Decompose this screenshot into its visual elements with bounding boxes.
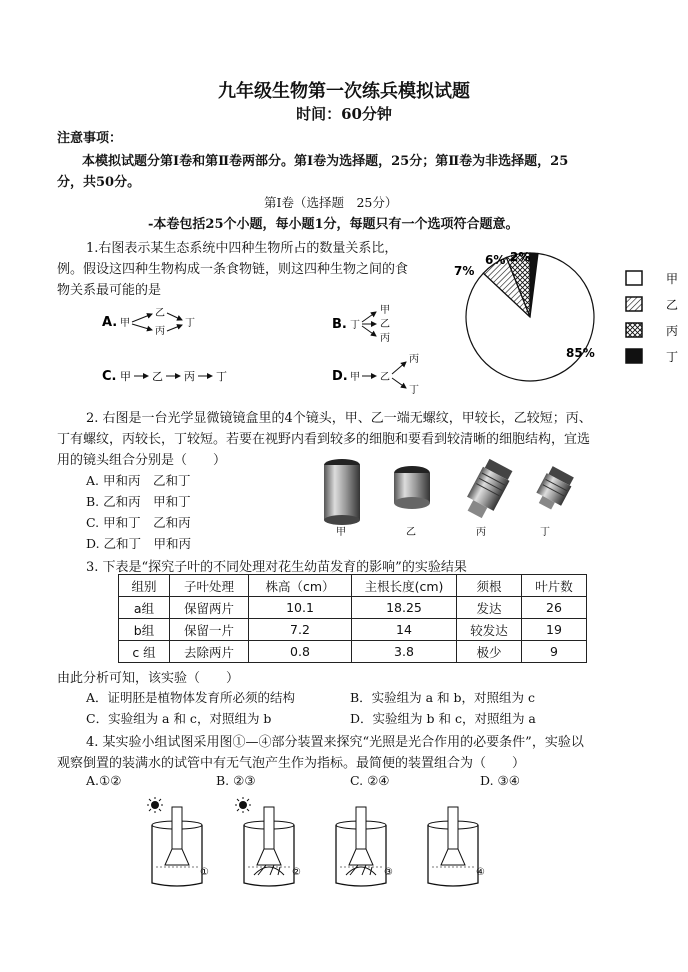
q4-line-2: 观察倒置的装满水的试管中有无气泡产生作为指标。最简便的装置组合为（ ） bbox=[57, 756, 526, 771]
q2-option-d: D. 乙和丁 甲和丙 bbox=[86, 536, 192, 551]
chain-a-bing: 丙 bbox=[155, 326, 165, 337]
q2-option-c: C. 甲和丁 乙和丙 bbox=[86, 515, 191, 530]
table-cell: 保留一片 bbox=[170, 619, 249, 641]
chain-b-yi: 乙 bbox=[380, 319, 390, 330]
apparatus-label-4: ④ bbox=[476, 867, 485, 878]
chain-a-yi: 乙 bbox=[155, 308, 165, 319]
table-cell: 极少 bbox=[457, 641, 522, 663]
q4-option-b: B. ②③ bbox=[216, 773, 256, 788]
apparatus-label-2: ② bbox=[292, 867, 301, 878]
q1-line-2: 例。假设这四种生物构成一条食物链，则这四种生物之间的食 bbox=[57, 262, 409, 277]
lens-label-bing: 丙 bbox=[476, 527, 486, 538]
table-header-cell: 主根长度(cm) bbox=[352, 575, 457, 597]
lens-bing-icon bbox=[461, 458, 514, 522]
beaker-apparatus-icon bbox=[428, 807, 478, 886]
page-title: 九年级生物第一次练兵模拟试题 bbox=[218, 81, 470, 102]
lens-jia-icon bbox=[324, 459, 360, 525]
table-header-cell: 子叶处理 bbox=[170, 575, 249, 597]
q1-line-1: 1.右图表示某生态系统中四种生物所占的数量关系比， bbox=[86, 241, 398, 256]
table-cell: 7.2 bbox=[249, 619, 352, 641]
chain-a-ding: 丁 bbox=[185, 318, 195, 329]
apparatus-label-3: ③ bbox=[384, 867, 393, 878]
table-cell: 19 bbox=[522, 619, 587, 641]
q4-apparatus-diagram bbox=[140, 795, 500, 895]
table-header-cell: 叶片数 bbox=[522, 575, 587, 597]
lens-yi-icon bbox=[394, 466, 430, 509]
beaker-apparatus-icon bbox=[336, 807, 386, 886]
table-cell: 0.8 bbox=[249, 641, 352, 663]
section-heading: 第Ⅰ卷（选择题 25分） bbox=[264, 195, 398, 210]
pie-label-yi: 7% bbox=[454, 264, 475, 278]
lens-label-yi: 乙 bbox=[406, 527, 416, 538]
chain-a-jia: 甲 bbox=[120, 318, 130, 329]
chain-d-ding: 丁 bbox=[409, 385, 419, 395]
notice-line-2: 分，共50分。 bbox=[57, 175, 141, 190]
table-cell: b组 bbox=[119, 619, 170, 641]
table-cell: 较发达 bbox=[457, 619, 522, 641]
beaker-apparatus-icon bbox=[244, 807, 294, 886]
chain-d-jia: 甲 bbox=[350, 372, 360, 383]
apparatus-label-1: ① bbox=[200, 867, 209, 878]
q3-line-1: 3. 下表是“探究子叶的不同处理对花生幼苗发育的影响”的实验结果 bbox=[86, 560, 467, 575]
legend-ding: 丁 bbox=[666, 350, 679, 364]
table-cell: 18.25 bbox=[352, 597, 457, 619]
chain-d-bing: 丙 bbox=[409, 354, 419, 365]
pie-slices bbox=[466, 253, 594, 381]
table-header-cell: 组别 bbox=[119, 575, 170, 597]
legend-bing: 丙 bbox=[666, 324, 679, 338]
q1-option-a-label: A. bbox=[102, 315, 118, 330]
table-cell: c 组 bbox=[119, 641, 170, 663]
pie-label-ding: 2% bbox=[510, 250, 531, 264]
q2-line-2: 丁有螺纹，丙较长，丁较短。若要在视野内看到较多的细胞和要看到较清晰的细胞结构，宜选 bbox=[57, 432, 591, 447]
table-row bbox=[119, 597, 587, 619]
q2-option-b: B. 乙和丙 甲和丁 bbox=[86, 494, 191, 509]
table-cell: 3.8 bbox=[352, 641, 457, 663]
table-row bbox=[119, 619, 587, 641]
table-cell: 发达 bbox=[457, 597, 522, 619]
q3-results-table bbox=[118, 574, 587, 663]
q3-option-b: B．实验组为 a 和 b，对照组为 c bbox=[350, 690, 536, 705]
q3-option-c: C．实验组为 a 和 c，对照组为 b bbox=[86, 711, 272, 726]
pie-label-bing: 6% bbox=[485, 253, 506, 267]
q1-line-3: 物关系最可能的是 bbox=[57, 283, 162, 298]
chain-d-yi: 乙 bbox=[380, 372, 390, 383]
q2-lens-images bbox=[300, 455, 590, 540]
table-cell: 14 bbox=[352, 619, 457, 641]
table-cell: a组 bbox=[119, 597, 170, 619]
pie-label-jia: 85% bbox=[566, 346, 595, 360]
q4-option-d: D. ③④ bbox=[480, 773, 520, 788]
table-cell: 26 bbox=[522, 597, 587, 619]
chain-c-ding: 丁 bbox=[216, 370, 227, 383]
sun-icon bbox=[147, 797, 163, 813]
q1-pie-chart bbox=[440, 245, 688, 390]
q4-option-c: C. ②④ bbox=[350, 773, 390, 788]
q2-line-1: 2. 右图是一台光学显微镜镜盒里的4个镜头，甲、乙一端无螺纹，甲较长，乙较短；丙、 bbox=[86, 411, 592, 426]
notice-line-1: 本模拟试题分第Ⅰ卷和第Ⅱ卷两部分。第Ⅰ卷为选择题，25分；第Ⅱ卷为非选择题，25 bbox=[82, 154, 569, 169]
q4-option-a: A.①② bbox=[86, 773, 122, 788]
beaker-apparatus-icon bbox=[152, 807, 202, 886]
table-row bbox=[119, 641, 587, 663]
table-cell: 9 bbox=[522, 641, 587, 663]
chain-c-jia: 甲 bbox=[120, 370, 131, 383]
q4-line-1: 4. 某实验小组试图采用图①—④部分装置来探究“光照是光合作用的必要条件”，实验以 bbox=[86, 735, 584, 750]
q3-option-a: A．证明胚是植物体发育所必须的结构 bbox=[86, 690, 296, 705]
q1-food-chain-options bbox=[100, 300, 440, 395]
q3-lead: 由此分析可知，该实验（ ） bbox=[57, 671, 240, 686]
table-header-row bbox=[119, 575, 587, 597]
chain-c-yi: 乙 bbox=[152, 370, 163, 383]
section-instruction: -本卷包括25个小题，每小题1分，每题只有一个选项符合题意。 bbox=[148, 217, 519, 232]
lens-label-ding: 丁 bbox=[540, 527, 550, 538]
sun-icon bbox=[235, 797, 251, 813]
table-cell: 去除两片 bbox=[170, 641, 249, 663]
q1-option-c-label: C. bbox=[102, 369, 117, 384]
lens-ding-icon bbox=[533, 465, 576, 513]
q3-option-d: D．实验组为 b 和 c，对照组为 a bbox=[350, 711, 536, 726]
notice-label: 注意事项： bbox=[57, 131, 123, 146]
legend-jia: 甲 bbox=[666, 272, 679, 286]
q2-line-3: 用的镜头组合分别是（ ） bbox=[57, 453, 227, 468]
chain-b-ding: 丁 bbox=[350, 320, 360, 331]
chain-c-bing: 丙 bbox=[184, 370, 195, 383]
chain-b-bing: 丙 bbox=[380, 333, 390, 344]
lens-label-jia: 甲 bbox=[336, 527, 346, 538]
table-cell: 10.1 bbox=[249, 597, 352, 619]
q1-option-d-label: D. bbox=[332, 369, 348, 384]
q1-option-b-label: B. bbox=[332, 317, 347, 332]
legend-yi: 乙 bbox=[666, 298, 679, 312]
q2-option-a: A. 甲和丙 乙和丁 bbox=[86, 473, 191, 488]
chain-b-jia: 甲 bbox=[380, 305, 390, 316]
exam-time: 时间：60分钟 bbox=[296, 105, 392, 123]
table-cell: 保留两片 bbox=[170, 597, 249, 619]
table-header-cell: 株高（cm） bbox=[249, 575, 352, 597]
table-header-cell: 须根 bbox=[457, 575, 522, 597]
